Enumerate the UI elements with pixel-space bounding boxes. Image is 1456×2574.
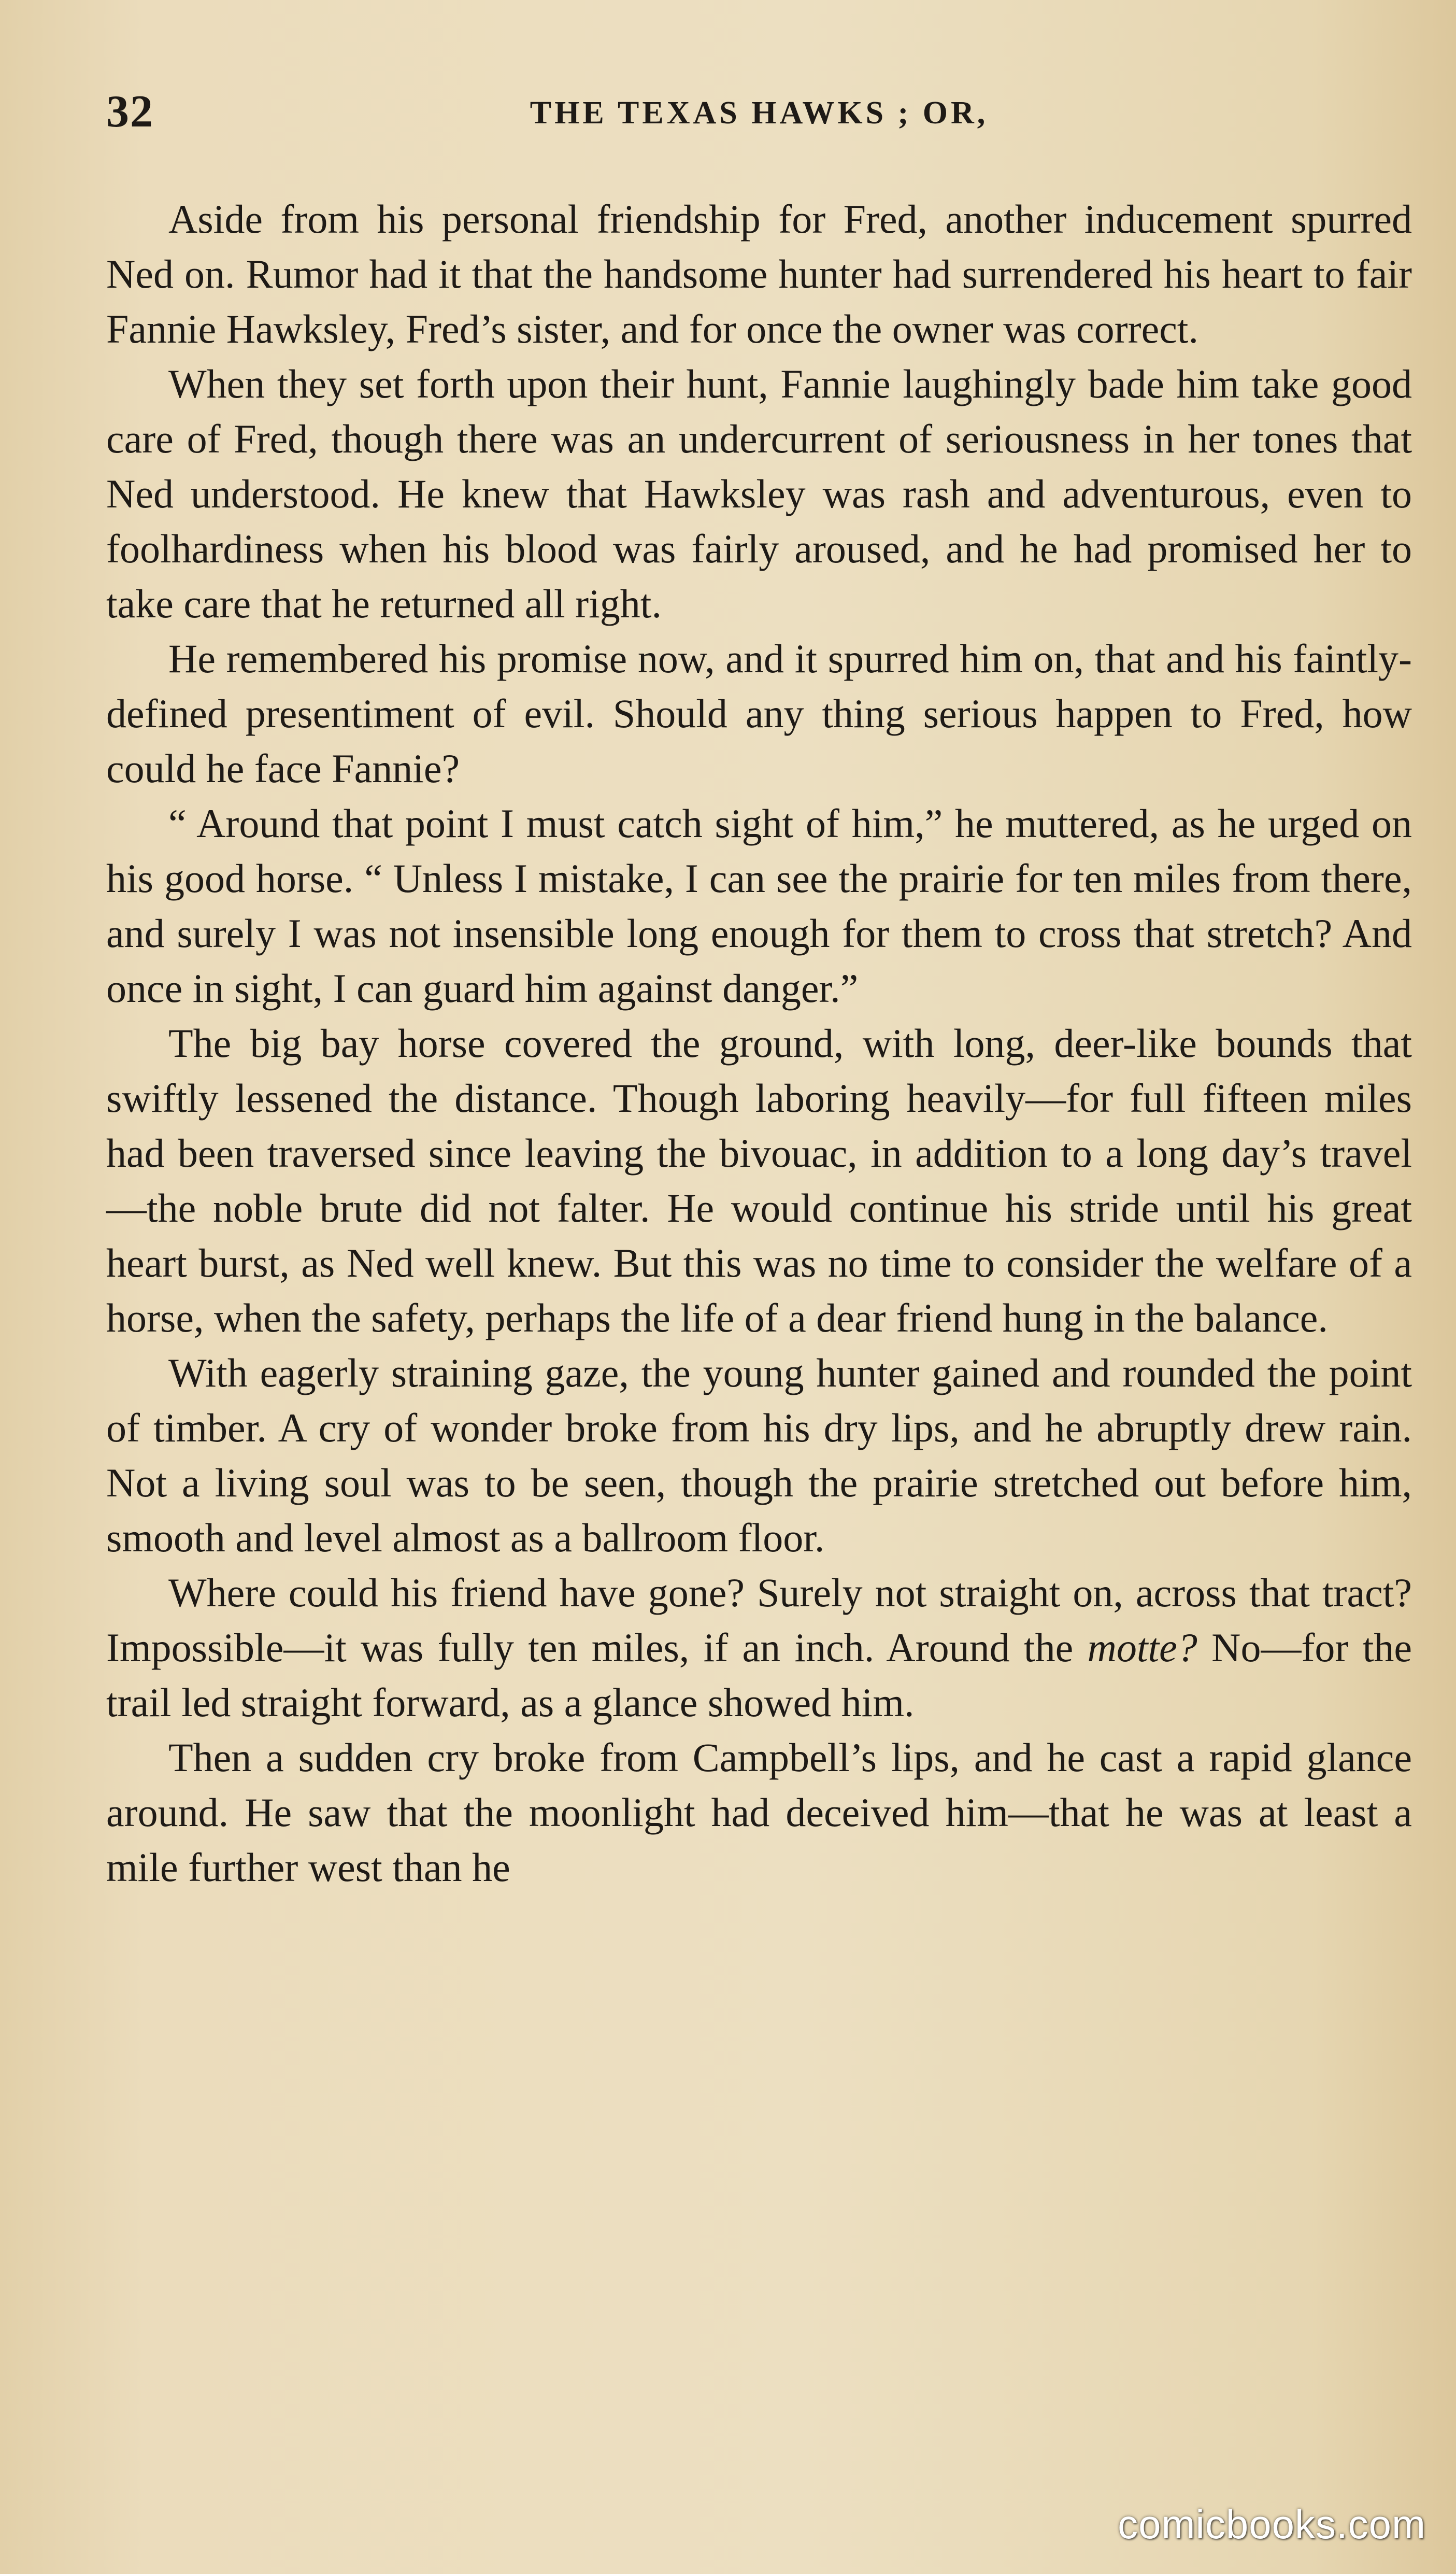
paragraph-8: Then a sudden cry broke from Campbell’s lips, and he cast a rapid glance around. He saw that the moonlight had deceived him—that he was at least a mile further west than he xyxy=(106,1735,1412,1890)
paragraph-6: With eagerly straining gaze, the young hunter gained and rounded the point of timber. A cry of wonder broke from his dry lips, and he abruptly drew rain. Not a living soul was to be seen, though the prairie stretched out before him, smooth and level almost as a ballroom floor. xyxy=(106,1350,1412,1560)
watermark-logo: comicbooks.com xyxy=(1118,2501,1426,2547)
paragraph-7 xyxy=(106,1565,1412,1730)
running-head: THE TEXAS HAWKS ; OR, xyxy=(530,95,989,131)
paragraph-1: Aside from his personal friendship for Fred, another inducement spurred Ned on. Rumor had it that the handsome hunter had surrendered his heart to fair Fannie Hawksley, Fred’s sister, and for once the owner was correct. xyxy=(106,196,1412,351)
page-number: 32 xyxy=(106,87,154,137)
page-header xyxy=(106,86,1412,143)
paragraph-2: When they set forth upon their hunt, Fannie laughingly bade him take good care of Fred, though there was an undercurrent of seriousness in her tones that Ned understood. He knew that Hawksley was rash and adventurous, even to foolhardiness when his blood was fairly aroused, and he had promised her to take care that he returned all right. xyxy=(106,361,1412,626)
paragraph-4: “ Around that point I must catch sight of him,” he muttered, as he urged on his good horse. “ Unless I mistake, I can see the prairie for ten miles from there, and surely I was not insensible long enough for them to cross that stretch? And once in sight, I can guard him against danger.” xyxy=(106,801,1412,1011)
paragraph-5: The big bay horse covered the ground, with long, deer-like bounds that swiftly lessened the distance. Though laboring heavily—for full fifteen miles had been traversed since leaving the bivouac, in addition to a long day’s travel —the noble brute did not falter. He would continue his stride until his great heart burst, as Ned well knew. But this was no time to consider the welfare of a horse, when the safety, perhaps the life of a dear friend hung in the balance. xyxy=(106,1021,1412,1340)
body-text xyxy=(106,192,1412,1895)
paragraph-3: He remembered his promise now, and it spurred him on, that and his faintly-defined presentiment of evil. Should any thing serious happen to Fred, how could he face Fannie? xyxy=(106,636,1412,791)
motte-italic: motte? xyxy=(1087,1625,1197,1670)
paragraph-7-text-b: No—for the trail led straight forward, as a glance showed him. xyxy=(106,1625,1412,1725)
paragraph-7-text-a: Where could his friend have gone? Surely not straight on, across that tract? Impossible—it was fully ten miles, if an inch. Around the xyxy=(106,1570,1412,1670)
